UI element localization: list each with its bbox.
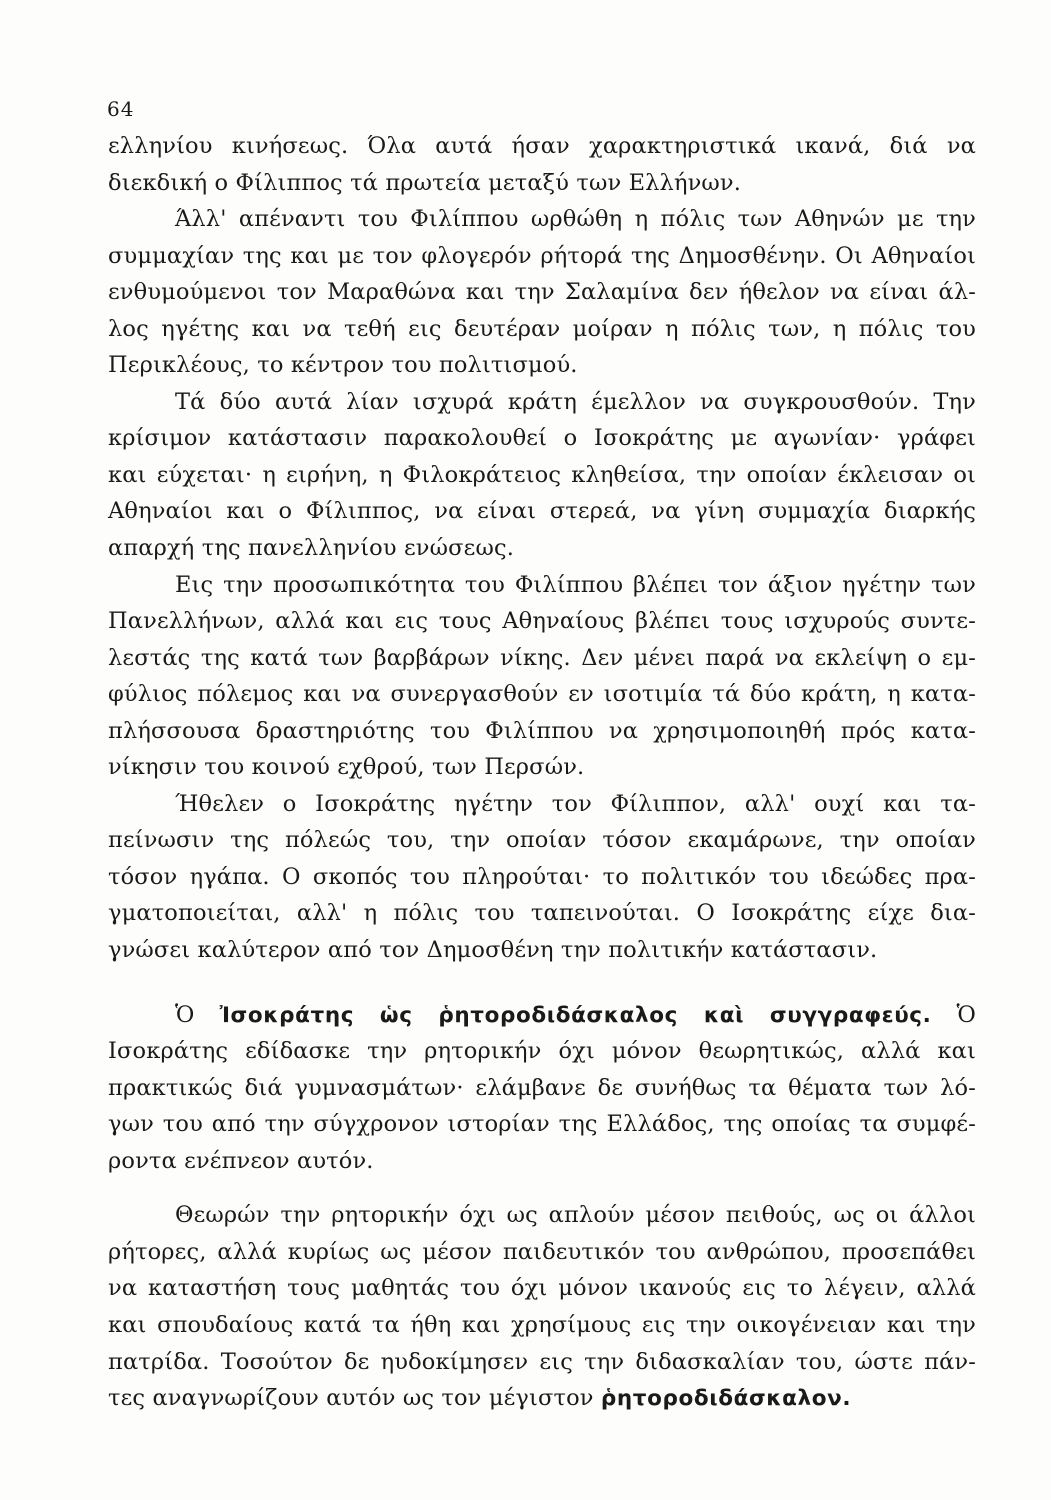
- text-line: Εις την προσωπικότητα του Φιλίππου βλέπει τον άξιον ηγέτην των: [175, 571, 976, 598]
- text-line: ρήτορες, αλλά κυρίως ως μέσον παιδευτικόν του ανθρώπου, προσεπάθει: [108, 1238, 976, 1265]
- section-heading: Ἰσοκράτης ὡς ῥητοροδιδάσκαλος καὶ συγγραφεύς.: [219, 1002, 932, 1028]
- text-line: Περικλέους, το κέντρον του πολιτισμού.: [108, 352, 578, 379]
- text-line: πείνωσιν της πόλεώς του, την οποίαν τόσον εκαμάρωνε, την οποίαν: [108, 827, 976, 854]
- text-line: ελληνίου κινήσεως. Όλα αυτά ήσαν χαρακτηριστικά ικανά, διά να: [108, 133, 976, 159]
- paragraph-1: [108, 128, 976, 201]
- text-line: φύλιος πόλεμος και να συνεργασθούν εν ισοτιμία τά δύο κράτη, η κατα-: [108, 681, 976, 708]
- text-line: συμμαχίαν της και με τον φλογερόν ρήτορά της Δημοσθένην. Οι Αθηναίοι: [108, 242, 976, 269]
- paragraph-4: [108, 567, 976, 786]
- text-line: γματοποιείται, αλλ' η πόλις του ταπεινούται. Ο Ισοκράτης είχε δια-: [108, 900, 976, 927]
- text-line: τόσον ηγάπα. Ο σκοπός του πληρούται· το πολιτικόν του ιδεώδες πρα-: [108, 863, 976, 890]
- text-line: λος ηγέτης και να τεθή εις δευτέραν μοίραν η πόλις των, η πόλις του: [108, 315, 976, 342]
- paragraph-7: [108, 1197, 976, 1416]
- text-line-final: [108, 1380, 976, 1417]
- text-line: Ισοκράτης εδίδασκε την ρητορικήν όχι μόνον θεωρητικώς, αλλά και: [108, 1038, 976, 1065]
- paragraph-gap: [108, 1179, 976, 1197]
- text-line: Τά δύο αυτά λίαν ισχυρά κράτη έμελλον να συγκρουσθούν. Την: [175, 388, 976, 415]
- paragraph-3: [108, 384, 976, 567]
- text-line: Πανελλήνων, αλλά και εις τους Αθηναίους βλέπει τους ισχυρούς συντε-: [108, 608, 976, 635]
- text-line: Αθηναίοι και ο Φίλιππος, να είναι στερεά, να γίνη συμμαχία διαρκής: [108, 498, 976, 525]
- text-line: Ήθελεν ο Ισοκράτης ηγέτην τον Φίλιππον, αλλ' ουχί και τα-: [175, 790, 976, 817]
- heading-prefix: Ὁ: [175, 1001, 220, 1028]
- text-line: Άλλ' απέναντι του Φιλίππου ωρθώθη η πόλις των Αθηνών με την: [175, 206, 976, 233]
- text-line: λεστάς της κατά των βαρβάρων νίκης. Δεν μένει παρά να εκλείψη ο εμ-: [108, 644, 976, 671]
- page-number: 64: [107, 97, 135, 121]
- emphasized-term: ῥητοροδιδάσκαλον.: [600, 1386, 852, 1412]
- text-line: νίκησιν του κοινού εχθρού, των Περσών.: [108, 754, 585, 781]
- text-line: γνώσει καλύτερον από τον Δημοσθένη την πολιτικήν κατάστασιν.: [108, 937, 878, 964]
- text-line: διεκδική ο Φίλιππος τά πρωτεία μεταξύ των Ελλήνων.: [108, 169, 742, 196]
- text-line: και σπουδαίους κατά τα ήθη και χρησίμους εις την οικογένειαν και την: [108, 1311, 976, 1338]
- paragraph-5: [108, 786, 976, 969]
- text-line: κρίσιμον κατάστασιν παρακολουθεί ο Ισοκράτης με αγωνίαν· γράφει: [108, 425, 976, 452]
- text-line: απαρχή της πανελληνίου ενώσεως.: [108, 535, 514, 562]
- body-text: [108, 128, 976, 1417]
- heading-suffix: Ὁ: [931, 1001, 976, 1028]
- text-line: ενθυμούμενοι τον Μαραθώνα και την Σαλαμίνα δεν ήθελον να είναι άλ-: [108, 279, 976, 306]
- text-line: Θεωρών την ρητορικήν όχι ως απλούν μέσον πειθούς, ως οι άλλοι: [175, 1202, 976, 1229]
- section-isocrates-rhetoric: [108, 997, 976, 1180]
- text-line: και εύχεται· η ειρήνη, η Φιλοκράτειος κληθείσα, την οποίαν έκλεισαν οι: [108, 461, 976, 488]
- paragraph-2: [108, 201, 976, 384]
- section-heading-line: [108, 997, 976, 1034]
- text-line: πλήσσουσα δραστηριότης του Φιλίππου να χρησιμοποιηθή πρός κατα-: [108, 717, 976, 744]
- text-line: πατρίδα. Τοσούτον δε ηυδοκίμησεν εις την διδασκαλίαν του, ώστε πάν-: [108, 1348, 976, 1375]
- text-line: πρακτικώς διά γυμνασμάτων· ελάμβανε δε συνήθως τα θέματα των λό-: [108, 1074, 976, 1101]
- text-line: γων του από την σύγχρονον ιστορίαν της Ελλάδος, της οποίας τα συμφέ-: [108, 1111, 976, 1138]
- final-line-text: τες αναγνωρίζουν αυτόν ως τον μέγιστον: [108, 1385, 601, 1412]
- text-line: ροντα ενέπνεον αυτόν.: [108, 1147, 374, 1174]
- text-line: να καταστήση τους μαθητάς του όχι μόνον ικανούς εις το λέγειν, αλλά: [108, 1275, 976, 1302]
